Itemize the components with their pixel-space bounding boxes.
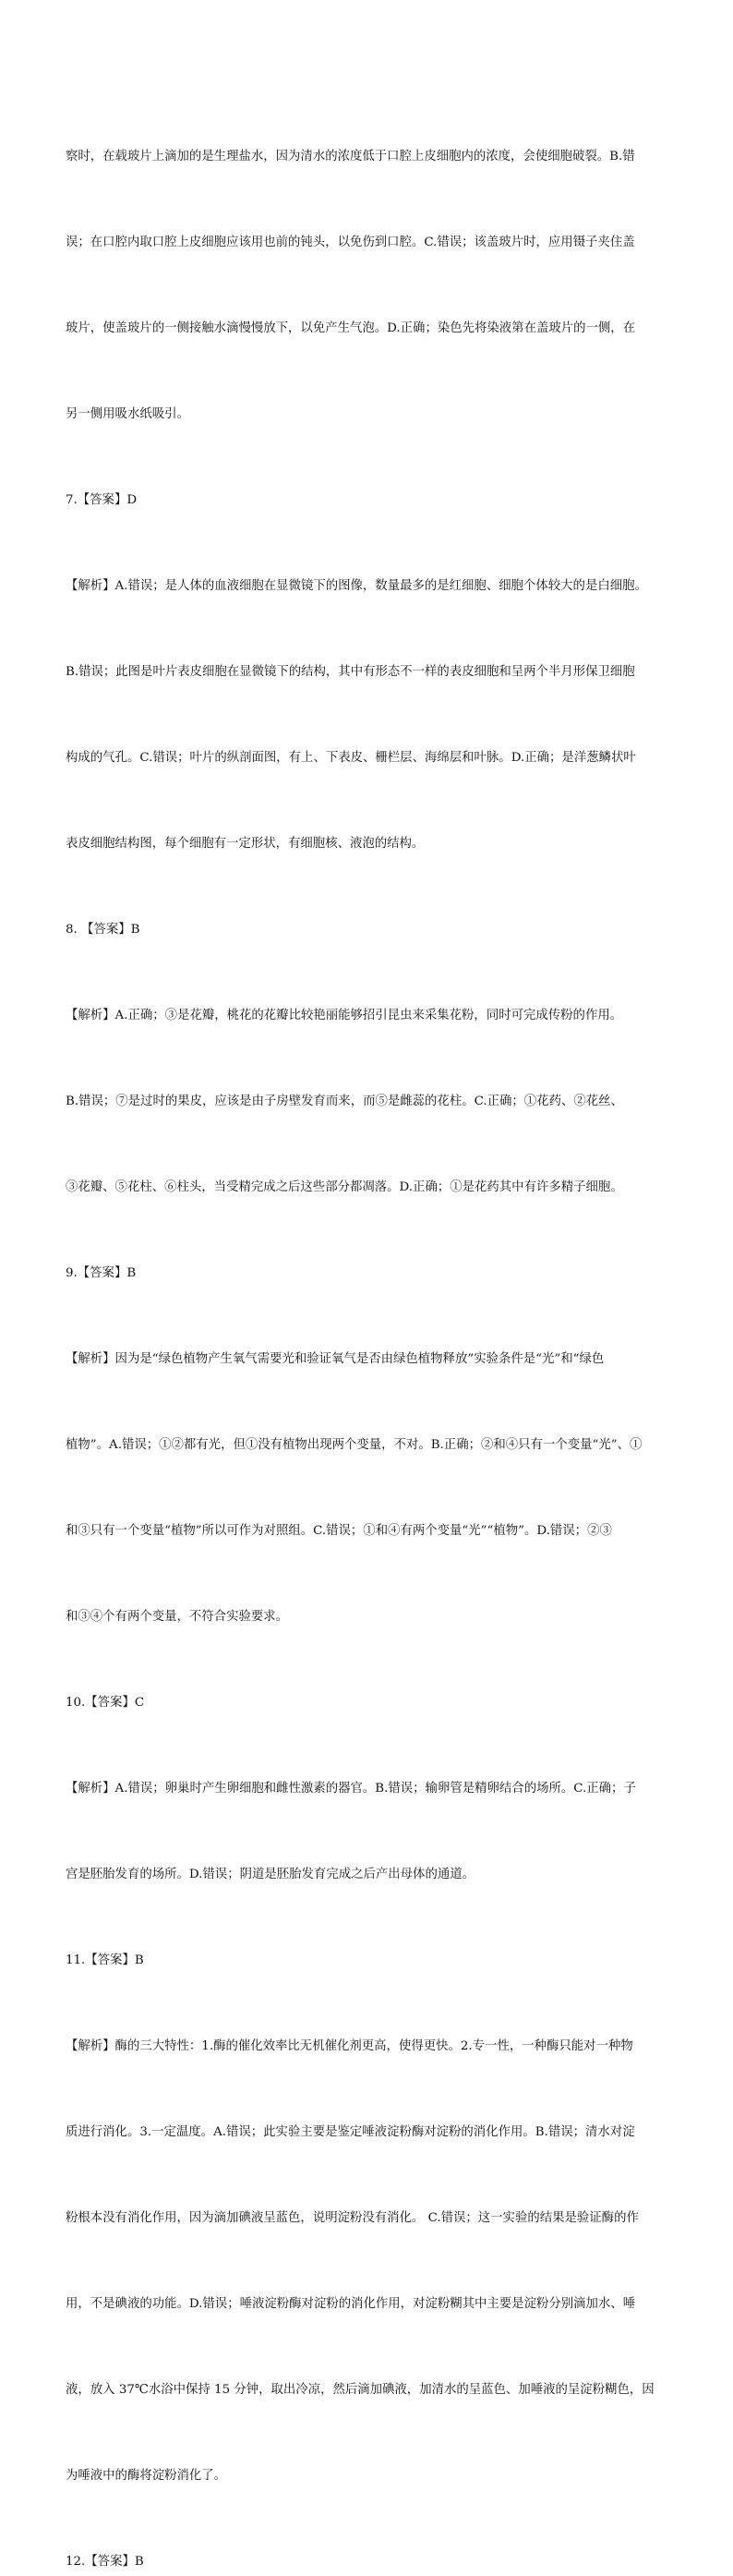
text-line: 为唾液中的酶将淀粉消化了。: [66, 2469, 227, 2483]
text-line: 【解析】A.错误；是人体的血液细胞在显微镜下的图像，数量最多的是红细胞、细胞个体较大的是白细胞。: [66, 579, 647, 593]
text-line: 误；在口腔内取口腔上皮细胞应该用也前的钝头，以免伤到口腔。C.错误；该盖玻片时，应用镊子夹住盖: [66, 236, 635, 249]
paragraph-q9-analysis: [66, 1288, 671, 1688]
document-page: [66, 85, 671, 2576]
answer-heading-12: 12.【答案】B: [66, 2555, 144, 2569]
text-line: 【解析】因为是“绿色植物产生氧气需要光和验证氧气是否由绿色植物释放”实验条件是“光”和“绿色: [66, 1352, 605, 1366]
answer-heading-11: 11.【答案】B: [66, 1953, 144, 1967]
text-line: 用，不是碘液的功能。D.错误；唾液淀粉酶对淀粉的消化作用，对淀粉糊其中主要是淀粉分别滴加水、唾: [66, 2297, 636, 2311]
paragraph-q10-analysis: [66, 1717, 671, 1946]
text-line: 构成的气孔。C.错误；叶片的纵剖面图，有上、下表皮、栅栏层、海绵层和叶脉。D.正确；是洋葱鳞状叶: [66, 751, 636, 765]
paragraph-q7-analysis: [66, 514, 671, 915]
text-line: 【解析】A.正确；③是花瓣，桃花的花瓣比较艳丽能够招引昆虫来采集花粉，同时可完成传粉的作用。: [66, 1009, 623, 1022]
text-line: 另一侧用吸水纸吸引。: [66, 407, 189, 421]
text-line: 植物”。A.错误；①②都有光，但①没有植物出现两个变量，不对。B.正确；②和④只有一个变量“光”、①: [66, 1438, 643, 1452]
text-line: ③花瓣、⑤花柱、⑥柱头，当受精完成之后这些部分都凋落。D.正确；①是花药其中有许多精子细胞。: [66, 1180, 623, 1194]
answer-heading-7: 7.【答案】D: [66, 493, 138, 507]
text-line: 宫是胚胎发育的场所。D.错误；阴道是胚胎发育完成之后产出母体的通道。: [66, 1868, 475, 1881]
text-line: 液，放入 37℃水浴中保持 15 分钟，取出冷凉，然后滴加碘液，加清水的呈蓝色、加唾液的呈淀粉糊色，因: [66, 2383, 655, 2397]
answer-heading-9: 9.【答案】B: [66, 1266, 137, 1280]
text-line: 【解析】A.错误；卵巢时产生卵细胞和雌性激素的器官。B.错误；输卵管是精卵结合的场所。C.正确；子: [66, 1782, 636, 1796]
paragraph-q8-analysis: [66, 944, 671, 1259]
answer-heading-8: 8. 【答案】B: [66, 923, 140, 937]
text-line: 察时，在载玻片上滴加的是生理盐水，因为清水的浓度低于口腔上皮细胞内的浓度，会使细胞破裂。B.错: [66, 150, 635, 163]
paragraph-q6-continuation: [66, 85, 671, 486]
text-line: B.错误；⑦是过时的果皮，应该是由子房壁发育而来，而⑤是雌蕊的花柱。C.正确；①花药、②花丝、: [66, 1094, 623, 1108]
text-line: B.错误；此图是叶片表皮细胞在显微镜下的结构，其中有形态不一样的表皮细胞和呈两个半月形保卫细胞: [66, 665, 635, 679]
text-line: 质进行消化。3.一定温度。A.错误；此实验主要是鉴定唾液淀粉酶对淀粉的消化作用。B.错误；清水对淀: [66, 2125, 635, 2139]
text-line: 和③只有一个变量“植物”所以可作为对照组。C.错误；①和④有两个变量“光”“植物”。D.错误；②③: [66, 1524, 612, 1538]
text-line: 表皮细胞结构图，每个细胞有一定形状，有细胞核、液泡的结构。: [66, 837, 425, 851]
text-line: 粉根本没有消化作用，因为滴加碘液呈蓝色，说明淀粉没有消化。 C.错误；这一实验的结果是验证酶的作: [66, 2211, 639, 2225]
answer-heading-10: 10.【答案】C: [66, 1696, 145, 1710]
text-line: 【解析】酶的三大特性：1.酶的催化效率比无机催化剂更高，使得更快。2.专一性，一种酶只能对一种物: [66, 2039, 633, 2053]
text-line: 和③④个有两个变量，不符合实验要求。: [66, 1610, 289, 1624]
paragraph-q11-analysis: [66, 1975, 671, 2547]
text-line: 玻片，使盖玻片的一侧接触水滴慢慢放下，以免产生气泡。D.正确；染色先将染液第在盖玻片的一侧，在: [66, 321, 636, 335]
